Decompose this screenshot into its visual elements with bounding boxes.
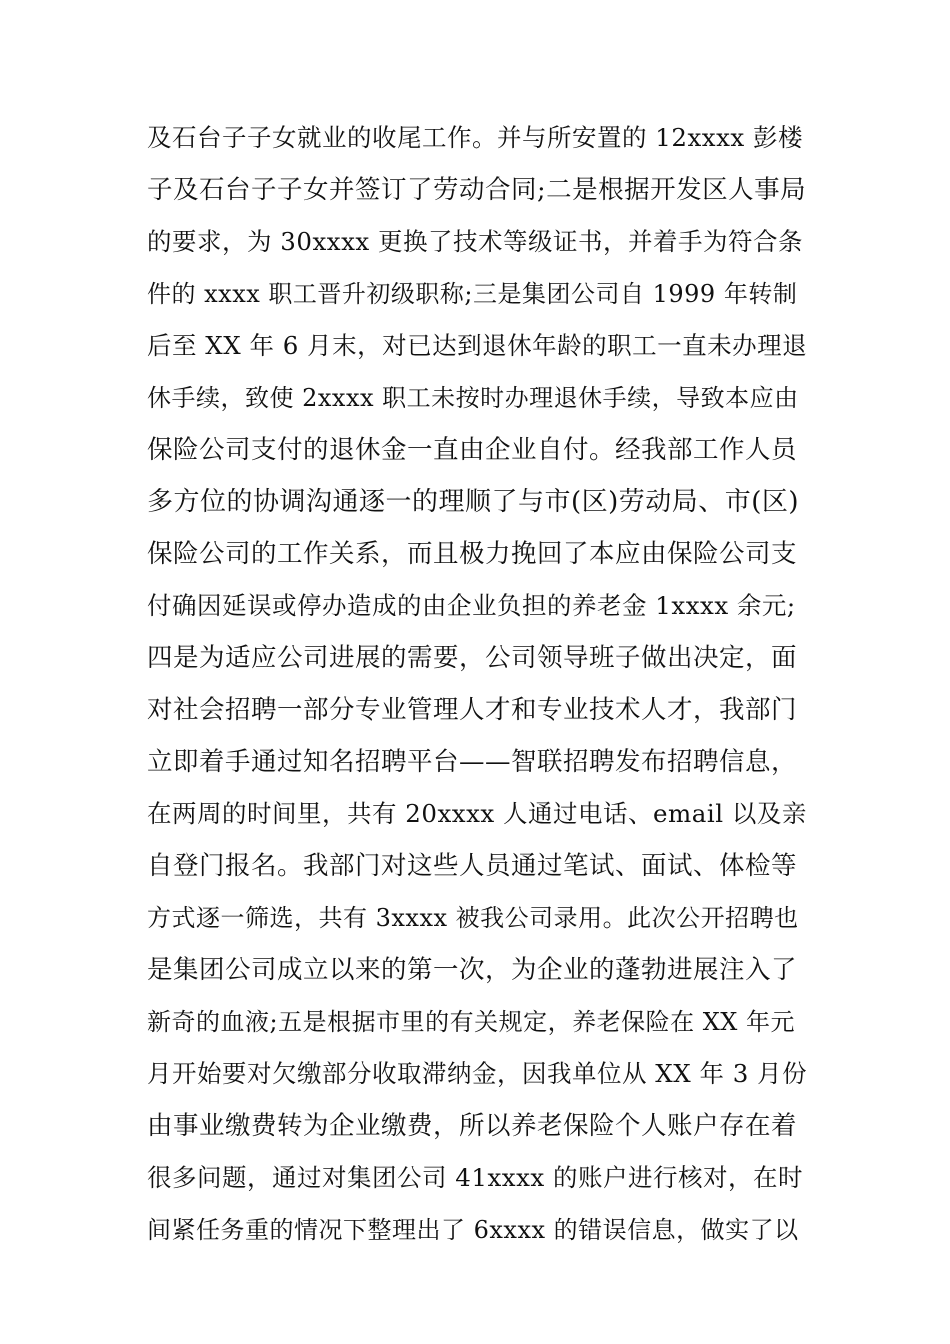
text-line: 方式逐一筛选，共有 3xxxx 被我公司录用。此次公开招聘也 bbox=[147, 904, 799, 932]
text-line: 自登门报名。我部门对这些人员通过笔试、面试、体检等 bbox=[147, 851, 798, 881]
text-line: 件的 xxxx 职工晋升初级职称;三是集团公司自 1999 年转制 bbox=[147, 280, 798, 308]
text-line: 对社会招聘一部分专业管理人才和专业技术人才，我部门 bbox=[147, 695, 798, 725]
text-line: 月开始要对欠缴部分收取滞纳金，因我单位从 XX 年 3 月份 bbox=[147, 1059, 808, 1088]
text-line: 新奇的血液;五是根据市里的有关规定，养老保险在 XX 年元 bbox=[147, 1008, 796, 1036]
text-line: 是集团公司成立以来的第一次，为企业的蓬勃进展注入了 bbox=[147, 955, 798, 985]
text-line: 保险公司的工作关系，而且极力挽回了本应由保险公司支 bbox=[147, 539, 798, 569]
body-text bbox=[147, 112, 807, 1256]
text-line: 立即着手通过知名招聘平台——智联招聘发布招聘信息， bbox=[147, 747, 798, 777]
text-line: 休手续，致使 2xxxx 职工未按时办理退休手续，导致本应由 bbox=[147, 384, 799, 412]
text-line: 四是为适应公司进展的需要，公司领导班子做出决定，面 bbox=[147, 643, 798, 673]
text-line: 后至 XX 年 6 月末，对已达到退休年龄的职工一直未办理退 bbox=[147, 331, 808, 360]
text-line: 付确因延误或停办造成的由企业负担的养老金 1xxxx 余元; bbox=[147, 591, 796, 620]
text-line: 及石台子子女就业的收尾工作。并与所安置的 12xxxx 彭楼 bbox=[147, 123, 804, 152]
text-line: 由事业缴费转为企业缴费，所以养老保险个人账户存在着 bbox=[147, 1111, 798, 1141]
text-line: 间紧任务重的情况下整理出了 6xxxx 的错误信息，做实了以 bbox=[147, 1216, 799, 1244]
text-line: 保险公司支付的退休金一直由企业自付。经我部工作人员 bbox=[147, 435, 798, 465]
text-line: 的要求，为 30xxxx 更换了技术等级证书，并着手为符合条 bbox=[147, 227, 804, 256]
text-line: 子及石台子子女并签订了劳动合同;二是根据开发区人事局 bbox=[147, 175, 807, 205]
text-line: 很多问题，通过对集团公司 41xxxx 的账户进行核对，在时 bbox=[147, 1163, 804, 1192]
text-line: 多方位的协调沟通逐一的理顺了与市(区)劳动局、市(区) bbox=[147, 487, 800, 517]
text-line: 在两周的时间里，共有 20xxxx 人通过电话、email 以及亲 bbox=[147, 799, 807, 828]
